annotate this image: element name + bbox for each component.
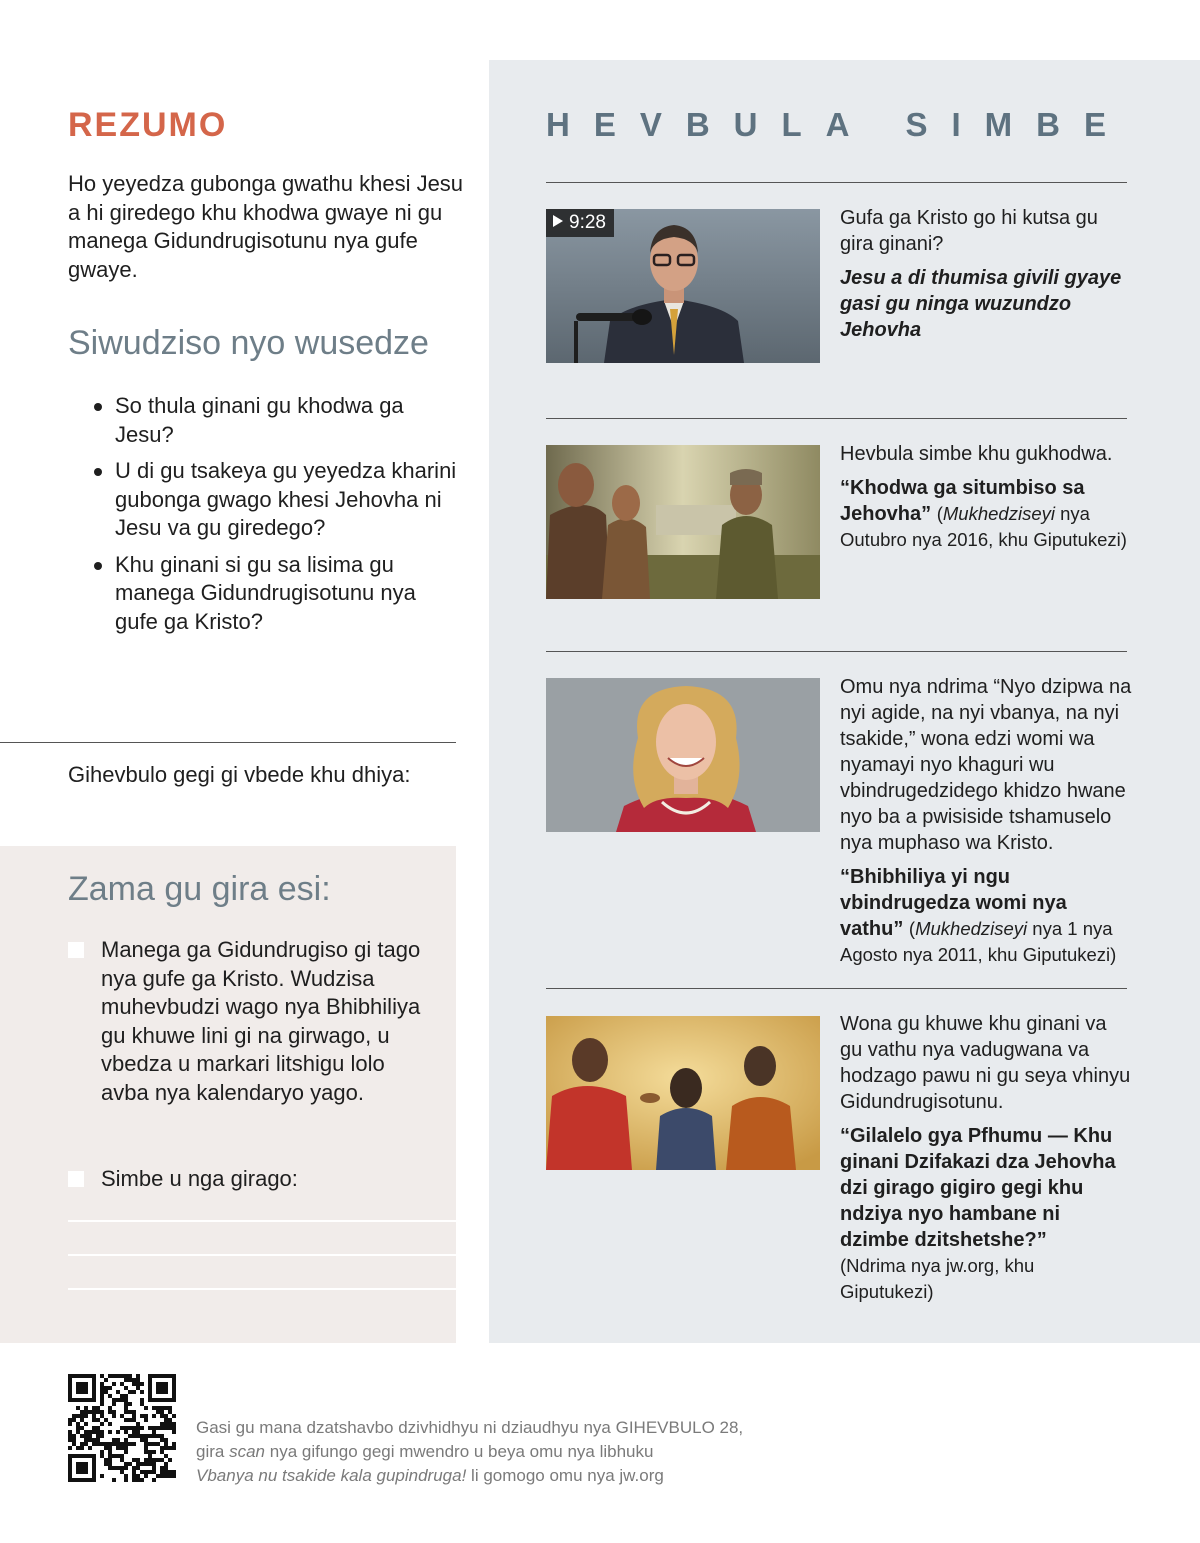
checkbox[interactable]	[68, 942, 84, 958]
publication-details: nya Outubro nya 2016, khu Giputukezi)	[840, 503, 1127, 550]
explore-item-text	[840, 441, 1132, 561]
bullet-icon	[94, 468, 102, 476]
memorial-supper-painting	[546, 1016, 820, 1170]
article-title-link[interactable]: “Khodwa ga situmbiso sa Jehovha”	[840, 477, 1085, 525]
review-question: So thula ginani gu khodwa ga Jesu?	[90, 392, 460, 449]
explore-item-text	[840, 205, 1132, 351]
explore-title: HEVBULA SIMBE	[546, 106, 1130, 143]
footer-line: Gasi gu mana dzatshavbo dzivhidhyu ni dziaudhyu nya GIHEVBULO 28,	[196, 1418, 744, 1437]
explore-intro: Gufa ga Kristo go hi kutsa gu gira ginani?	[840, 207, 1098, 255]
publication-name: Mukhedziseyi	[942, 503, 1055, 524]
explore-item-text	[840, 674, 1132, 976]
todo-title: Zama gu gira esi:	[68, 870, 331, 908]
review-question: Khu ginani si gu sa lisima gu manega Gidundrugisotunu nya gufe ga Kristo?	[90, 551, 460, 637]
article-title-link[interactable]: “Bhibhiliya yi ngu vbindrugedza womi nya vathu”	[840, 866, 1067, 940]
write-in-line[interactable]	[68, 1288, 456, 1290]
checkbox[interactable]	[68, 1171, 84, 1187]
review-questions-title: Siwudziso nyo wusedze	[68, 324, 429, 362]
qr-code-image	[68, 1374, 176, 1482]
publication-name: Mukhedziseyi	[915, 918, 1028, 939]
todo-item[interactable]: Manega ga Gidundrugiso gi tago nya gufe ga Kristo. Wudzisa muhevbudzi wago nya Bhibhiliya gu khuwe lini gi na girwago, u vbedza u markari litshigu lolo avba nya kalendaryo yago.	[68, 936, 428, 1107]
review-question: U di gu tsakeya gu yeyedza kharini gubonga gwago khesi Jehovha ni Jesu va gu giredego?	[90, 457, 460, 543]
explore-divider	[546, 988, 1127, 989]
footer-line: Vbanya nu tsakide kala gupindruga! li gomogo omu nya jw.org	[196, 1466, 664, 1485]
explore-divider	[546, 418, 1127, 419]
video-thumbnail[interactable]	[546, 209, 820, 363]
explore-intro: Wona gu khuwe khu ginani va gu vathu nya vadugwana va hodzago pawu ni gu seya vhinyu Gidundrugisotunu.	[840, 1013, 1131, 1113]
lesson-links-label: Gihevbulo gegi gi vbede khu dhiya:	[68, 762, 411, 787]
publication-details: nya 1 nya Agosto nya 2011, khu Giputukezi)	[840, 918, 1117, 965]
explore-intro: Hevbula simbe khu gukhodwa.	[840, 443, 1113, 465]
smiling-woman-image	[546, 678, 820, 832]
article-reference: “Bhibhiliya yi ngu vbindrugedza womi nya vathu” (Mukhedziseyi nya 1 nya Agosto nya 2011, khu Giputukezi)	[840, 866, 1117, 965]
section-divider	[0, 742, 456, 743]
bullet-icon	[94, 562, 102, 570]
bullet-icon	[94, 403, 102, 411]
video-duration-badge: 9:28	[546, 209, 614, 237]
article-thumbnail[interactable]	[546, 445, 820, 599]
play-icon	[553, 215, 563, 227]
explore-item-text	[840, 1011, 1132, 1313]
explore-intro: Omu nya ndrima “Nyo dzipwa na nyi agide, na nyi vbanya, na nyi tsakide,” wona edzi womi wa nyamayi nyo khaguri wu vbindrugedzidego khidzo hwane nyo ba a pwisiside tshamuselo nya muphaso wa Kristo.	[840, 676, 1132, 854]
article-title-link[interactable]: “Gilalelo gya Pfhumu — Khu ginani Dzifakazi dza Jehovha dzi girago gigiro gegi khu ndziya nyo hambane ni dzimbe dzitshetshe?”	[840, 1125, 1116, 1251]
todo-item[interactable]: Simbe u nga girago:	[68, 1165, 428, 1194]
article-thumbnail[interactable]	[546, 1016, 820, 1170]
men-talking-near-ark-image	[546, 445, 820, 599]
publication-details: (Ndrima nya jw.org, khu Giputukezi)	[840, 1255, 1035, 1302]
review-questions-list	[90, 392, 460, 644]
write-in-line[interactable]	[68, 1220, 456, 1222]
write-in-line[interactable]	[68, 1254, 456, 1256]
video-title-link[interactable]: Jesu a di thumisa givili gyaye gasi gu ninga wuzundzo Jehovha	[840, 267, 1122, 341]
summary-title: REZUMO	[68, 106, 228, 144]
explore-divider	[546, 182, 1127, 183]
article-reference: “Khodwa ga situmbiso sa Jehovha” (Mukhedziseyi nya Outubro nya 2016, khu Giputukezi)	[840, 477, 1127, 550]
qr-code[interactable]	[68, 1374, 176, 1482]
article-thumbnail[interactable]	[546, 678, 820, 832]
footer-line: gira scan nya gifungo gegi mwendro u beya omu nya libhuku	[196, 1442, 654, 1461]
explore-divider	[546, 651, 1127, 652]
summary-text: Ho yeyedza gubonga gwathu khesi Jesu a hi giredego khu khodwa gwaye ni gu manega Gidundrugisotunu nya gufe gwaye.	[68, 171, 464, 282]
footer-text	[196, 1416, 896, 1488]
